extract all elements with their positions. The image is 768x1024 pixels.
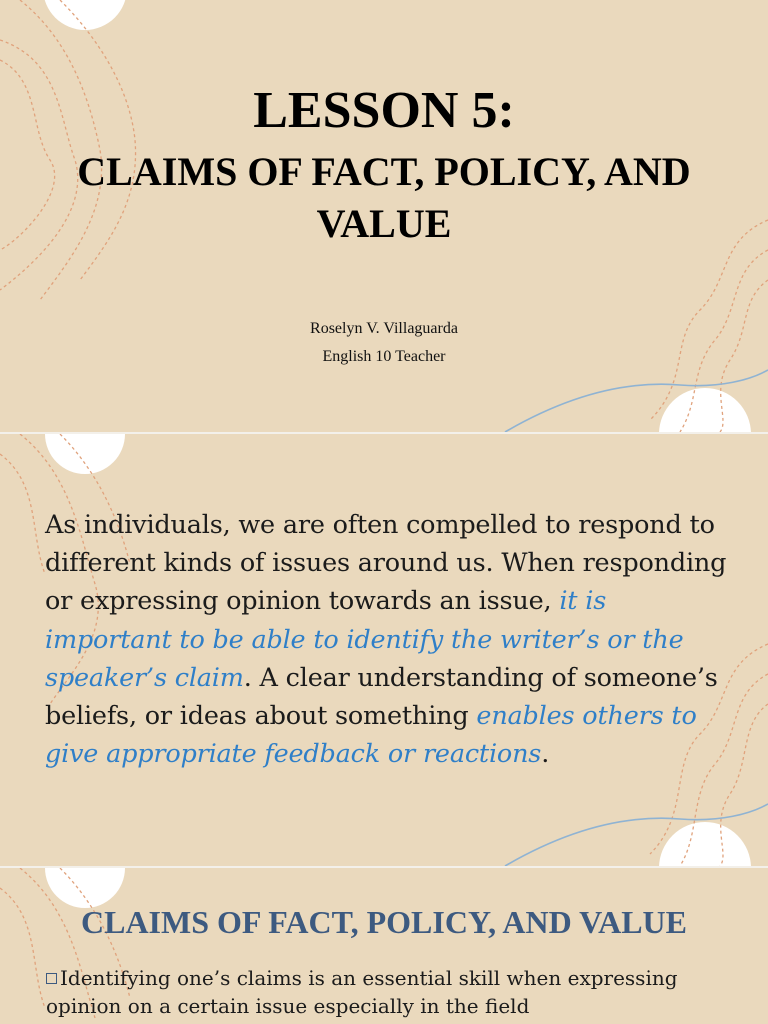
claims-bullet-text: Identifying one’s claims is an essential skill when expressing opinion on a certain issue especially in the field	[46, 966, 678, 1018]
author-role: English 10 Teacher	[322, 348, 446, 365]
square-bullet-icon	[46, 973, 57, 984]
lesson-number: LESSON 5:	[253, 82, 515, 139]
intro-highlight-2: enables others to give appropriate feedback or reactions	[45, 701, 697, 770]
intro-highlight-1: it is important to be able to identify the writer’s or the speaker’s claim	[45, 586, 684, 693]
intro-paragraph	[45, 506, 735, 773]
claims-bullet	[46, 964, 736, 1020]
intro-text-2: . A clear understanding of someone’s beliefs, or ideas about something	[45, 662, 718, 732]
claims-heading: CLAIMS OF FACT, POLICY, AND VALUE	[80, 904, 687, 940]
intro-text-3: .	[541, 739, 550, 770]
slide-title[interactable]	[0, 0, 768, 432]
lesson-title: CLAIMS OF FACT, POLICY, AND VALUE	[77, 149, 691, 246]
intro-text-1: As individuals, we are often compelled to respond to different kinds of issues around us. When responding or expressing opinion towards an issue,	[45, 510, 727, 617]
slide-claims[interactable]	[0, 868, 768, 1024]
author-name: Roselyn V. Villaguarda	[310, 320, 458, 337]
slide-intro[interactable]	[0, 434, 768, 866]
